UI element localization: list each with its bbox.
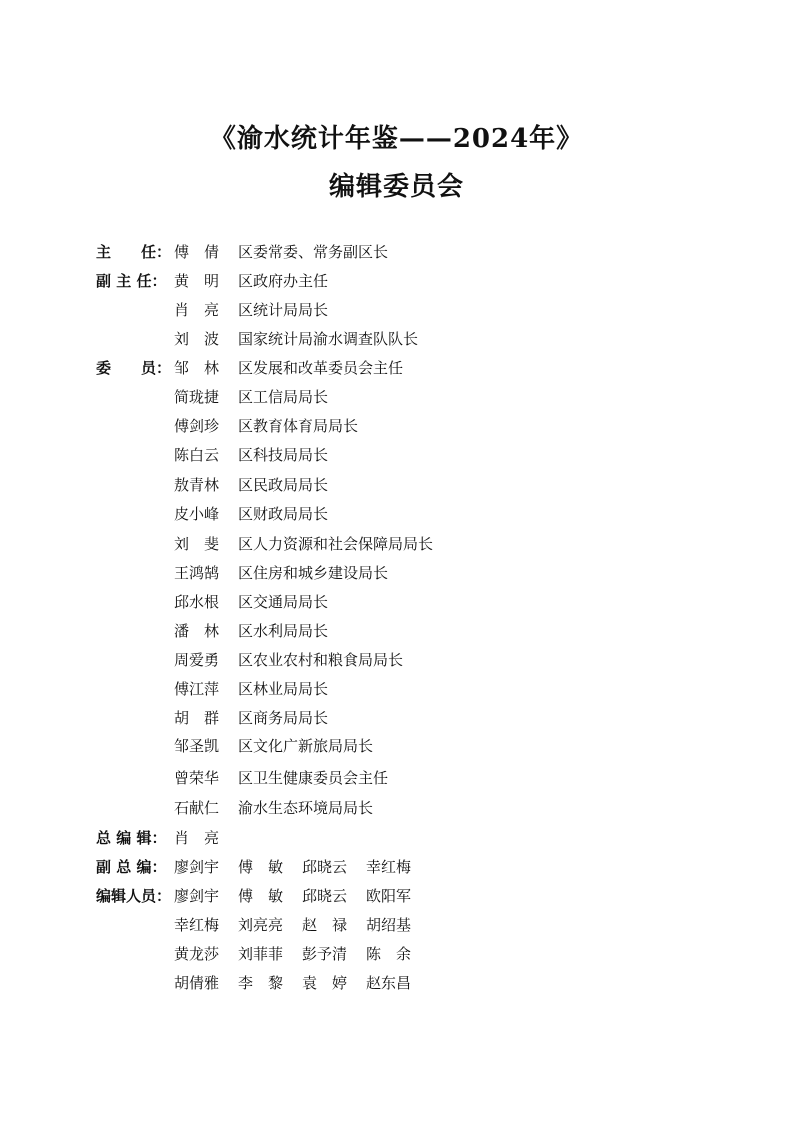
member-position: 区政府办主任 <box>238 272 329 290</box>
member-position: 区商务局局长 <box>238 709 329 727</box>
member-name: 简珑捷 <box>174 388 220 406</box>
member-position: 区林业局局长 <box>238 680 329 698</box>
member-name: 刘 斐 <box>174 535 220 553</box>
member-name: 傅 倩 <box>174 243 220 261</box>
role-label: 主 任： <box>96 243 172 261</box>
editor-name: 幸红梅 <box>174 916 220 934</box>
member-name: 邱水根 <box>174 593 220 611</box>
member-position: 区财政局局长 <box>238 505 329 523</box>
document-title: 《渝水统计年鉴——2024年》 <box>209 124 584 154</box>
editor-name: 肖 亮 <box>174 829 220 847</box>
member-position: 区人力资源和社会保障局局长 <box>238 535 434 553</box>
editor-name: 胡倩雅 <box>174 974 220 992</box>
role-label: 副 总 编： <box>96 858 167 876</box>
member-name: 黄 明 <box>174 272 220 290</box>
editor-name: 刘菲菲 <box>238 945 284 963</box>
member-name: 曾荣华 <box>174 769 220 787</box>
editor-name: 邱晓云 <box>302 887 348 905</box>
member-name: 王鸿鹄 <box>174 564 220 582</box>
editor-name: 邱晓云 <box>302 858 348 876</box>
member-name: 敖青林 <box>174 476 220 494</box>
member-name: 石献仁 <box>174 799 220 817</box>
role-label: 编辑人员： <box>96 887 172 905</box>
member-name: 邹圣凯 <box>174 737 220 755</box>
editor-name: 傅 敏 <box>238 858 284 876</box>
editor-name: 李 黎 <box>238 974 284 992</box>
editor-name: 刘亮亮 <box>238 916 284 934</box>
member-name: 邹 林 <box>174 359 220 377</box>
editor-name: 胡绍基 <box>366 916 412 934</box>
member-position: 区水利局局长 <box>238 622 329 640</box>
member-position: 区卫生健康委员会主任 <box>238 769 389 787</box>
editor-name: 陈 余 <box>366 945 412 963</box>
member-position: 区民政局局长 <box>238 476 329 494</box>
member-position: 区发展和改革委员会主任 <box>238 359 404 377</box>
member-name: 刘 波 <box>174 330 220 348</box>
member-position: 区统计局局长 <box>238 301 329 319</box>
member-position: 区教育体育局局长 <box>238 417 359 435</box>
member-name: 潘 林 <box>174 622 220 640</box>
member-position: 区委常委、常务副区长 <box>238 243 389 261</box>
member-position: 区科技局局长 <box>238 446 329 464</box>
editor-name: 欧阳军 <box>366 887 412 905</box>
editor-name: 赵东昌 <box>366 974 412 992</box>
role-label: 副 主 任： <box>96 272 167 290</box>
role-label: 总 编 辑： <box>96 829 167 847</box>
role-label: 委 员： <box>96 359 172 377</box>
editor-name: 傅 敏 <box>238 887 284 905</box>
member-name: 胡 群 <box>174 709 220 727</box>
member-position: 区住房和城乡建设局长 <box>238 564 389 582</box>
member-position: 区农业农村和粮食局局长 <box>238 651 404 669</box>
member-position: 区文化广新旅局局长 <box>238 737 374 755</box>
member-position: 区交通局局长 <box>238 593 329 611</box>
member-name: 傅剑珍 <box>174 417 220 435</box>
member-name: 傅江萍 <box>174 680 220 698</box>
member-name: 皮小峰 <box>174 505 220 523</box>
document-subtitle: 编辑委员会 <box>328 172 464 202</box>
editor-name: 彭予清 <box>302 945 348 963</box>
editor-name: 赵 禄 <box>302 916 348 934</box>
member-position: 国家统计局渝水调查队队长 <box>238 330 419 348</box>
editor-name: 廖剑宇 <box>174 858 220 876</box>
member-name: 周爱勇 <box>174 651 220 669</box>
member-position: 渝水生态环境局局长 <box>238 799 374 817</box>
editor-name: 廖剑宇 <box>174 887 220 905</box>
editor-name: 袁 婷 <box>302 974 348 992</box>
editor-name: 幸红梅 <box>366 858 412 876</box>
member-name: 肖 亮 <box>174 301 220 319</box>
member-position: 区工信局局长 <box>238 388 329 406</box>
member-name: 陈白云 <box>174 446 220 464</box>
editor-name: 黄龙莎 <box>174 945 220 963</box>
